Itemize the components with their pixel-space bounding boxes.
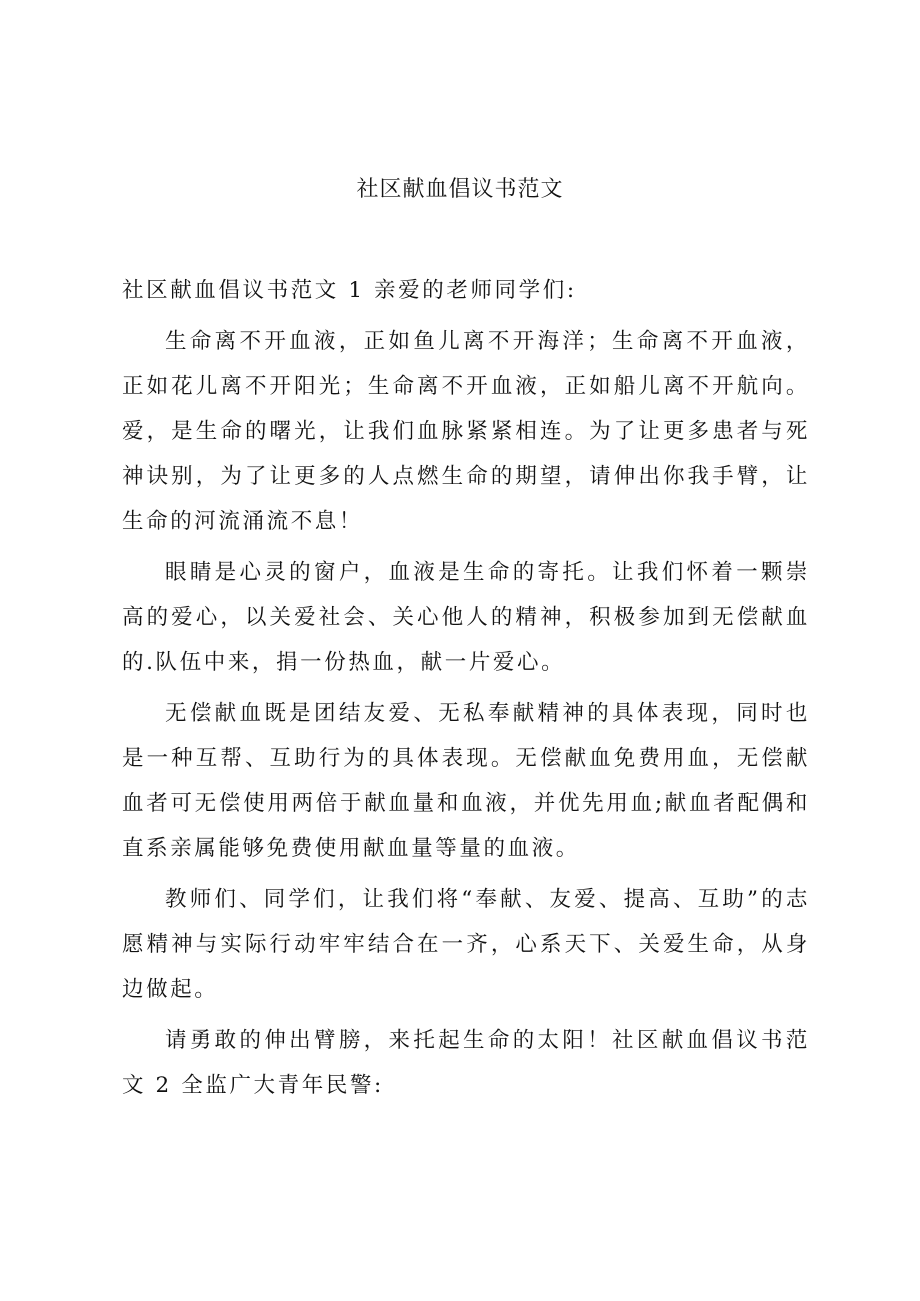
paragraph: 无偿献血既是团结友爱、无私奉献精神的具体表现，同时也是一种互帮、互助行为的具体表现。无偿献血免费用血，无偿献血者可无偿使用两倍于献血量和血液，并优先用血;献血者配偶和直系亲属能够免费使用献血量等量的血液。 <box>122 701 810 861</box>
document-title: 社区献血倡议书范文 <box>356 177 564 202</box>
paragraph: 生命离不开血液，正如鱼儿离不开海洋；生命离不开血液，正如花儿离不开阳光；生命离不开血液，正如船儿离不开航向。爱，是生命的曙光，让我们血脉紧紧相连。为了让更多患者与死神诀别，为了让更多的人点燃生命的期望，请伸出你我手臂，让生命的河流涌流不息！ <box>122 329 810 534</box>
paragraph: 教师们、同学们，让我们将“奉献、友爱、提高、互助”的志愿精神与实际行动牢牢结合在一齐，心系天下、关爱生命，从身边做起。 <box>122 887 810 1002</box>
document-body <box>122 268 810 1114</box>
paragraph: 请勇敢的伸出臂膀，来托起生命的太阳！社区献血倡议书范文 2 全监广大青年民警: <box>122 1028 810 1098</box>
paragraph-greeting: 社区献血倡议书范文 1 亲爱的老师同学们: <box>122 278 577 303</box>
paragraph: 眼睛是心灵的窗户，血液是生命的寄托。让我们怀着一颗崇高的爱心，以关爱社会、关心他人的精神，积极参加到无偿献血的.队伍中来，捐一份热血，献一片爱心。 <box>122 560 810 675</box>
